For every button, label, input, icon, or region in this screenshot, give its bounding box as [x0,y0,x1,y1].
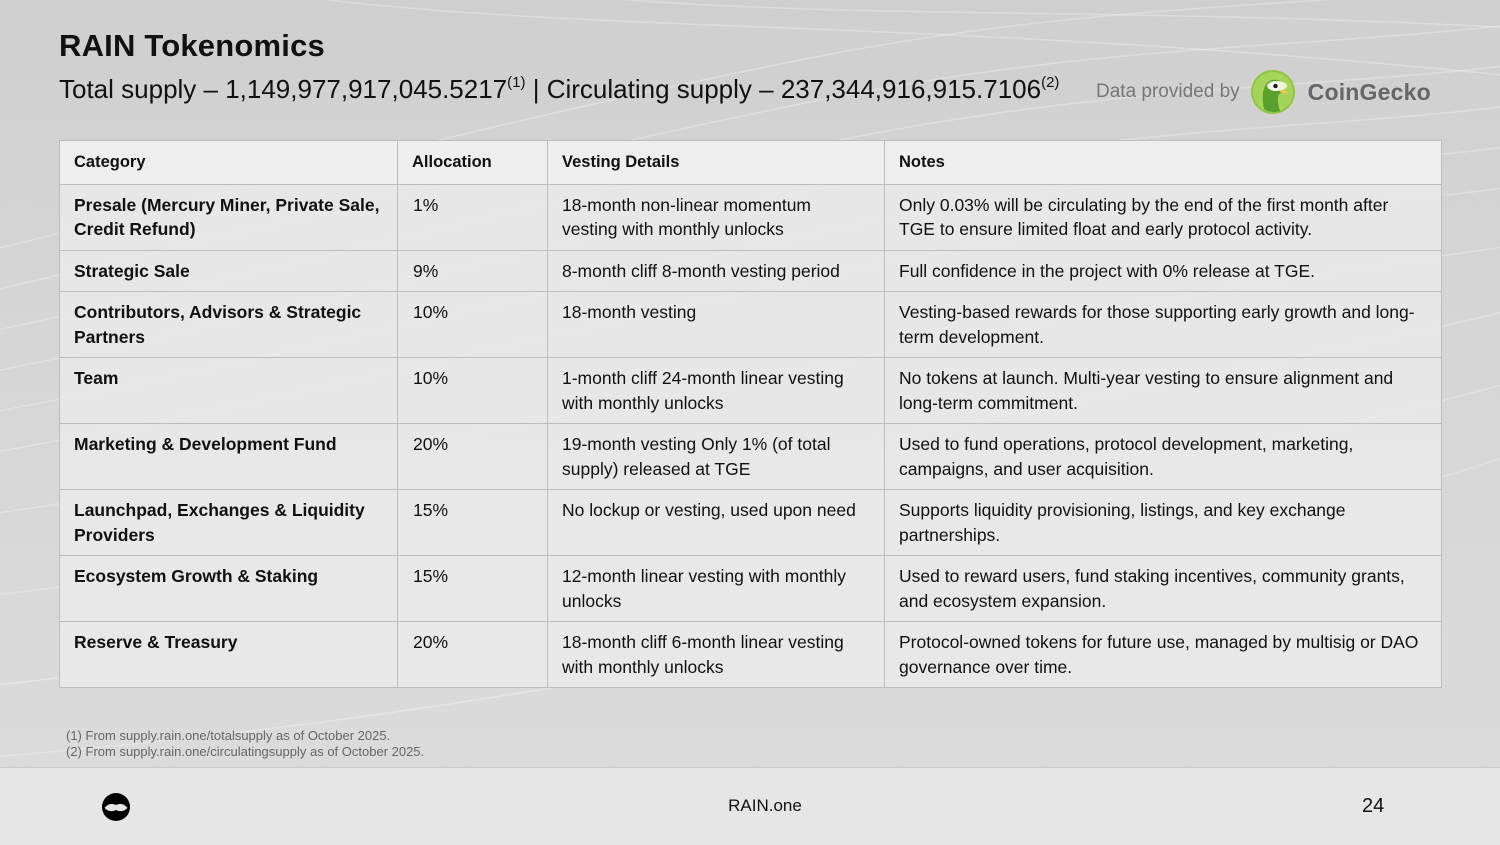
vesting-cell: 19-month vesting Only 1% (of total supply) released at TGE [548,424,885,490]
category-cell: Marketing & Development Fund [60,424,398,490]
allocation-cell: 1% [398,184,548,250]
category-cell: Reserve & Treasury [60,622,398,688]
coingecko-logo-icon [1250,69,1296,115]
notes-cell: Only 0.03% will be circulating by the end of the first month after TGE to ensure limited float and early protocol activity. [885,184,1442,250]
table-row [60,556,1442,622]
table-row [60,250,1442,292]
circulating-supply-footnote-ref: (2) [1041,74,1060,91]
supply-summary [59,74,1059,105]
vesting-cell: No lockup or vesting, used upon need [548,490,885,556]
column-header-category: Category [60,141,398,185]
notes-cell: Used to fund operations, protocol development, marketing, campaigns, and user acquisition. [885,424,1442,490]
notes-cell: Protocol-owned tokens for future use, managed by multisig or DAO governance over time. [885,622,1442,688]
vesting-cell: 18-month cliff 6-month linear vesting with monthly unlocks [548,622,885,688]
total-supply-footnote-ref: (1) [507,74,526,91]
column-header-notes: Notes [885,141,1442,185]
vesting-cell: 8-month cliff 8-month vesting period [548,250,885,292]
allocation-cell: 10% [398,292,548,358]
vesting-cell: 12-month linear vesting with monthly unlocks [548,556,885,622]
category-cell: Contributors, Advisors & Strategic Partners [60,292,398,358]
category-cell: Strategic Sale [60,250,398,292]
footnotes [66,728,424,760]
page-number: 24 [1362,795,1385,817]
notes-cell: Full confidence in the project with 0% release at TGE. [885,250,1442,292]
table-row [60,184,1442,250]
total-supply: Total supply – 1,149,977,917,045.5217 [59,74,508,104]
footnote-1: (1) From supply.rain.one/totalsupply as of October 2025. [66,728,391,743]
table-row [60,292,1442,358]
provider-text: Data provided by [1096,81,1240,102]
slide-footer [0,767,1500,845]
allocation-cell: 20% [398,622,548,688]
supply-separator: | [525,74,547,104]
allocation-cell: 15% [398,556,548,622]
category-cell: Team [60,358,398,424]
allocation-cell: 9% [398,250,548,292]
notes-cell: Vesting-based rewards for those supporting early growth and long-term development. [885,292,1442,358]
tokenomics-table [59,140,1442,688]
allocation-cell: 10% [398,358,548,424]
provider-name: CoinGecko [1307,78,1431,105]
footer-site: RAIN.one [728,796,802,815]
allocation-cell: 20% [398,424,548,490]
circulating-supply: Circulating supply – 237,344,916,915.7106 [546,74,1042,104]
category-cell: Presale (Mercury Miner, Private Sale, Credit Refund) [60,184,398,250]
notes-cell: No tokens at launch. Multi-year vesting to ensure alignment and long-term commitment. [885,358,1442,424]
vesting-cell: 18-month non-linear momentum vesting with monthly unlocks [548,184,885,250]
category-cell: Ecosystem Growth & Staking [60,556,398,622]
category-cell: Launchpad, Exchanges & Liquidity Providers [60,490,398,556]
footnote-2: (2) From supply.rain.one/circulatingsupply as of October 2025. [66,744,425,759]
table-header-row [60,141,1442,185]
data-provider [1096,69,1431,115]
notes-cell: Used to reward users, fund staking incentives, community grants, and ecosystem expansion. [885,556,1442,622]
table-row [60,622,1442,688]
table-row [60,358,1442,424]
column-header-allocation: Allocation [398,141,548,185]
column-header-vesting: Vesting Details [548,141,885,185]
vesting-cell: 1-month cliff 24-month linear vesting with monthly unlocks [548,358,885,424]
table-row [60,424,1442,490]
notes-cell: Supports liquidity provisioning, listings, and key exchange partnerships. [885,490,1442,556]
table-row [60,490,1442,556]
allocation-cell: 15% [398,490,548,556]
vesting-cell: 18-month vesting [548,292,885,358]
page-title: RAIN Tokenomics [59,28,325,63]
